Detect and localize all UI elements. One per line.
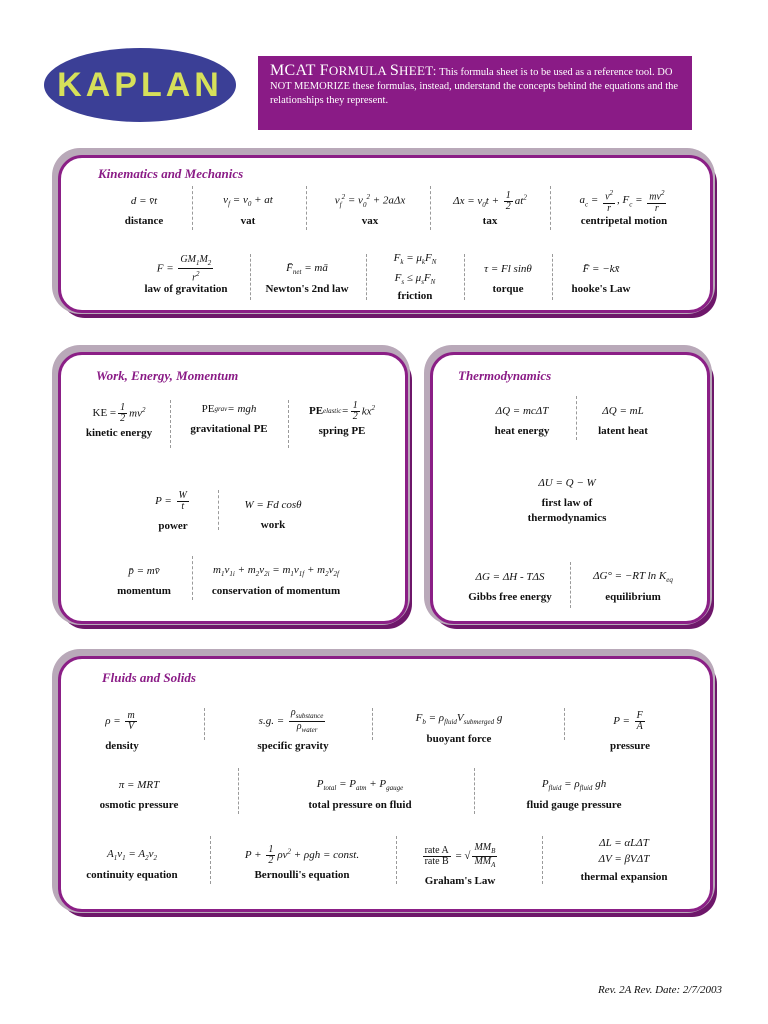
formula-thermal-expansion: ΔL = αLΔT ΔV = βVΔT thermal expansion xyxy=(580,837,668,883)
formula-vax: $v_f^2 = v_0^2 + 2a\Delta x$ vax xyxy=(334,193,406,227)
formula-tax: $\Delta x = v_0t$ + $\frac{1}{2}$ $at^2$ tax xyxy=(453,189,527,227)
sheet-intro: This formula sheet is to be used as a reference tool. DO NOT MEMORIZE these formulas, instead, understand the concepts behind the equations and the relationships they represent. xyxy=(270,67,679,106)
formula-grav-pe: PE grav = mgh gravitational PE xyxy=(190,403,268,435)
formula-grahams-law: $\frac{\text{rate A}}{\text{rate B}}$ = √ $\frac{MM_B}{MM_A}$ Graham's Law xyxy=(424,841,496,887)
separator xyxy=(192,186,193,230)
separator xyxy=(238,768,239,814)
formula-torque: τ = Fl sinθ torque xyxy=(484,263,532,295)
formula-spring-pe: PE elastic = $\frac{1}{2}$ $kx^2$ spring PE xyxy=(308,399,376,437)
formula-latent-heat: ΔQ = mL latent heat xyxy=(598,405,648,437)
separator xyxy=(570,562,571,608)
revision-date: Rev. 2A Rev. Date: 2/7/2003 xyxy=(597,984,722,996)
separator xyxy=(366,254,367,300)
separator xyxy=(396,836,397,884)
separator xyxy=(210,836,211,884)
header-box xyxy=(258,56,692,130)
formula-osmotic-pressure: π = MRT osmotic pressure xyxy=(99,779,179,811)
formula-specific-gravity: s.g. = $\frac{\rho_{substance}}{\rho_{water}}$ specific gravity xyxy=(257,706,329,752)
separator xyxy=(430,186,431,230)
formula-power: P = $\frac{W}{t}$ power xyxy=(155,489,188,532)
separator xyxy=(250,254,251,300)
formula-equilibrium: ΔG° = −RT $\ln K_{eq}$ equilibrium xyxy=(593,569,673,603)
formula-density: ρ = $\frac{m}{V}$ density xyxy=(105,709,139,752)
formula-vat: $v_f = v_0$ + at vat xyxy=(223,193,273,227)
formula-conservation-momentum: $m_1v_{1i} + m_2v_{2i} = m_1v_{1f} + m_2v_{2f}$ conservation of momentum xyxy=(211,563,341,597)
formula-hooke: F̄ = −kx̄ hooke's Law xyxy=(571,263,631,295)
kaplan-logo xyxy=(44,48,236,122)
formula-heat-energy: ΔQ = mcΔT heat energy xyxy=(494,405,550,437)
sheet-title: MCAT FORMULA SHEET: xyxy=(270,62,437,79)
separator xyxy=(170,400,171,448)
formula-newton2: $F̄_{net}$ = mā Newton's 2nd law xyxy=(265,261,349,295)
formula-gibbs: ΔG = ΔH - TΔS Gibbs free energy xyxy=(468,571,552,603)
separator xyxy=(372,708,373,740)
formula-buoyant-force: $F_b = \rho_{fluid}V_{submerged}$ g buoyant force xyxy=(415,711,503,745)
formula-gauge-pressure: $P_{fluid} = \rho_{fluid}$ gh fluid gauge pressure xyxy=(526,777,622,811)
formula-momentum: p̄ = mv̄ momentum xyxy=(117,565,171,597)
formula-first-law: ΔU = Q − W first law of thermodynamics xyxy=(527,477,607,524)
formula-friction: $F_k = \mu_kF_N$ $F_s \le \mu_sF_N$ friction xyxy=(393,251,437,302)
formula-centripetal: $a_c$ = $\frac{v^2}{r}$ , $F_c$ = $\frac{mv^2}{r}$ centripetal motion xyxy=(579,189,668,227)
separator xyxy=(552,254,553,300)
fluids-solids-title: Fluids and Solids xyxy=(102,670,196,685)
separator xyxy=(218,490,219,530)
formula-gravitation: F = $\frac{GM_1M_2}{r^2}$ law of gravitation xyxy=(144,253,228,295)
separator xyxy=(576,396,577,440)
separator xyxy=(192,556,193,600)
separator xyxy=(542,836,543,884)
formula-continuity: $A_1v_1 = A_2v_2$ continuity equation xyxy=(86,847,178,881)
formula-work: W = Fd cosθ work xyxy=(244,499,302,531)
separator xyxy=(204,708,205,740)
logo-text: KAPLAN xyxy=(57,65,223,104)
separator xyxy=(464,254,465,300)
separator xyxy=(474,768,475,814)
kinematics-title: Kinematics and Mechanics xyxy=(98,166,244,181)
separator xyxy=(550,186,551,230)
formula-bernoulli: P + $\frac{1}{2}$ $\rho v^2 + \rho gh$ = const. Bernoulli's equation xyxy=(244,843,360,881)
formula-pressure: P = $\frac{F}{A}$ pressure xyxy=(610,709,650,752)
separator xyxy=(306,186,307,230)
thermodynamics-title: Thermodynamics xyxy=(458,368,552,383)
work-energy-title: Work, Energy, Momentum xyxy=(96,368,239,383)
formula-total-pressure: $P_{total} = P_{atm} + P_{gauge}$ total pressure on fluid xyxy=(308,777,412,811)
separator xyxy=(288,400,289,448)
formula-distance: d = v̄t distance xyxy=(124,195,164,227)
formula-kinetic-energy: KE = $\frac{1}{2}$ $mv^2$ kinetic energy xyxy=(85,401,153,439)
separator xyxy=(564,708,565,740)
